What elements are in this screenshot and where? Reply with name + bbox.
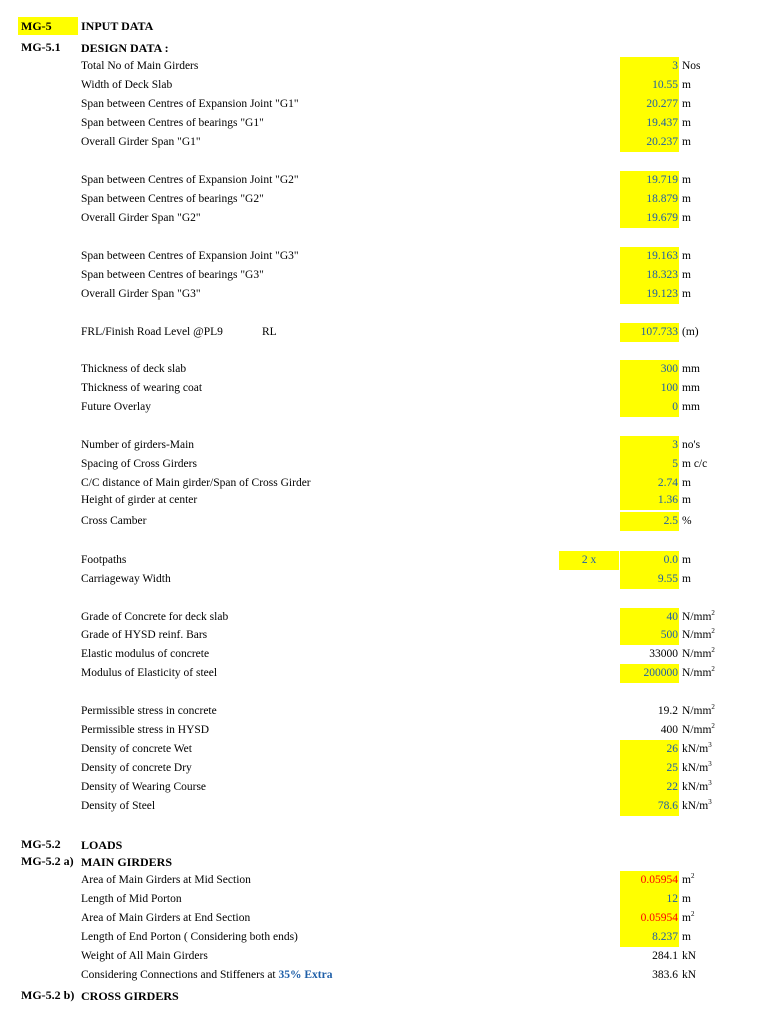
cell-cross-girder-spacing[interactable]: 5: [620, 455, 679, 474]
row-density-wearing-course: [0, 778, 768, 797]
unit-cross-girder-spacing: m c/c: [682, 458, 708, 470]
unit-g2-expansion-joint: m: [682, 174, 691, 186]
cell-slab-thickness[interactable]: 300: [620, 360, 679, 379]
cell-num-girders[interactable]: 3: [620, 436, 679, 455]
unit-g3-expansion-joint: m: [682, 250, 691, 262]
unit-g1-bearings: m: [682, 117, 691, 129]
label-main-girders: Total No of Main Girders: [81, 60, 199, 72]
row-deck-width: [0, 76, 768, 95]
unit-cc-distance: m: [682, 477, 691, 489]
cell-cc-distance[interactable]: 2.74: [620, 474, 679, 493]
row-elastic-modulus-concrete: [0, 645, 768, 664]
label-g2-expansion-joint: Span between Centres of Expansion Joint "G2": [81, 174, 299, 186]
unit-footpaths: m: [682, 554, 691, 566]
cell-g1-overall[interactable]: 20.237: [620, 133, 679, 152]
unit-frl: (m): [682, 326, 699, 338]
label-footpaths: Footpaths: [81, 554, 127, 566]
cell-length-end[interactable]: 8.237: [620, 928, 679, 947]
unit-girder-height: m: [682, 494, 691, 506]
row-cross-girder-spacing: [0, 455, 768, 474]
unit-weight-main-girders: kN: [682, 950, 697, 962]
unit-future-overlay: mm: [682, 401, 700, 413]
row-area-mid: [0, 871, 768, 890]
row-girder-height: [0, 491, 768, 510]
unit-num-girders: no's: [682, 439, 701, 451]
cell-grade-concrete[interactable]: 40: [620, 608, 679, 627]
cell-g1-bearings[interactable]: 19.437: [620, 114, 679, 133]
label-wearing-coat: Thickness of wearing coat: [81, 382, 203, 394]
cell-g1-expansion-joint[interactable]: 20.277: [620, 95, 679, 114]
unit-area-mid: $m^2$: [682, 872, 695, 886]
unit-permissible-concrete: $N/mm^2$: [682, 703, 715, 717]
section-title-design-data: DESIGN DATA :: [81, 41, 169, 55]
cell-g2-expansion-joint[interactable]: 19.719: [620, 171, 679, 190]
unit-density-wet: $kN/m^3$: [682, 741, 712, 755]
row-modulus-steel: [0, 664, 768, 683]
row-density-wet: [0, 740, 768, 759]
row-permissible-hysd: [0, 721, 768, 740]
unit-permissible-hysd: $N/mm^2$: [682, 722, 715, 736]
unit-wearing-coat: mm: [682, 382, 700, 394]
cell-wearing-coat[interactable]: 100: [620, 379, 679, 398]
unit-main-girders: Nos: [682, 60, 701, 72]
label-density-dry: Density of concrete Dry: [81, 762, 192, 774]
label-modulus-steel: Modulus of Elasticity of steel: [81, 667, 218, 679]
section-code-mg52: MG-5.2: [21, 837, 61, 851]
row-g2-bearings: [0, 190, 768, 209]
row-length-end: [0, 928, 768, 947]
row-num-girders: [0, 436, 768, 455]
label-frl: FRL/Finish Road Level @PL9: [81, 326, 223, 338]
cell-g2-bearings[interactable]: 18.879: [620, 190, 679, 209]
row-area-end: [0, 909, 768, 928]
unit-cross-camber: %: [682, 515, 692, 527]
unit-modulus-steel: $N/mm^2$: [682, 665, 715, 679]
row-g2-expansion-joint: [0, 171, 768, 190]
unit-connections: kN: [682, 969, 697, 981]
unit-grade-hysd: $N/mm^2$: [682, 627, 715, 641]
unit-g1-expansion-joint: m: [682, 98, 691, 110]
row-future-overlay: [0, 398, 768, 417]
cell-weight-main-girders[interactable]: 284.1: [652, 950, 678, 962]
section-title-loads: LOADS: [81, 838, 123, 852]
cell-g3-overall[interactable]: 19.123: [620, 285, 679, 304]
label-cc-distance: C/C distance of Main girder/Span of Cross Girder: [81, 477, 311, 489]
cell-girder-height[interactable]: 1.36: [620, 491, 679, 510]
section-code-mg52b: MG-5.2 b): [21, 988, 75, 1002]
cell-deck-width[interactable]: 10.55: [620, 76, 679, 95]
cell-length-mid[interactable]: 12: [620, 890, 679, 909]
cell-g3-bearings[interactable]: 18.323: [620, 266, 679, 285]
row-length-mid: [0, 890, 768, 909]
row-grade-concrete: [0, 608, 768, 627]
cell-area-end[interactable]: 0.05954: [620, 909, 679, 928]
label-g2-bearings: Span between Centres of bearings "G2": [81, 193, 264, 205]
section-code-mg52a: MG-5.2 a): [21, 854, 74, 868]
row-frl: [0, 323, 768, 342]
unit-density-steel: $kN/m^3$: [682, 798, 712, 812]
row-carriageway: [0, 570, 768, 589]
label-grade-hysd: Grade of HYSD reinf. Bars: [81, 629, 208, 641]
unit-length-end: m: [682, 931, 691, 943]
unit-g3-overall: m: [682, 288, 691, 300]
unit-grade-concrete: $N/mm^2$: [682, 609, 715, 623]
label-g3-bearings: Span between Centres of bearings "G3": [81, 269, 264, 281]
row-g2-overall: [0, 209, 768, 228]
unit-carriageway: m: [682, 573, 691, 585]
cell-grade-hysd[interactable]: 500: [620, 626, 679, 645]
label-grade-concrete: Grade of Concrete for deck slab: [81, 611, 229, 623]
label-rl: RL: [262, 326, 277, 338]
cell-density-steel[interactable]: 78.6: [620, 797, 679, 816]
unit-g3-bearings: m: [682, 269, 691, 281]
cell-cross-camber[interactable]: 2.5: [620, 512, 679, 531]
row-footpaths: [0, 551, 768, 570]
label-permissible-hysd: Permissible stress in HYSD: [81, 724, 210, 736]
row-g3-expansion-joint: [0, 247, 768, 266]
label-g1-expansion-joint: Span between Centres of Expansion Joint "G1": [81, 98, 299, 110]
cell-g2-overall[interactable]: 19.679: [620, 209, 679, 228]
row-wearing-coat: [0, 379, 768, 398]
cell-permissible-hysd[interactable]: 400: [660, 724, 678, 736]
row-g1-overall: [0, 133, 768, 152]
label-length-mid: Length of Mid Porton: [81, 893, 182, 905]
cell-frl[interactable]: 107.733: [620, 323, 679, 342]
row-cross-camber: [0, 512, 768, 531]
row-permissible-concrete: [0, 702, 768, 721]
label-connections: Considering Connections and Stiffeners at 35% Extra: [81, 969, 333, 981]
cell-density-wet[interactable]: 26: [620, 740, 679, 759]
label-extra-percent: 35% Extra: [278, 969, 333, 981]
row-weight-main-girders: [0, 947, 768, 966]
label-g3-overall: Overall Girder Span "G3": [81, 288, 201, 300]
cell-elastic-modulus-concrete[interactable]: 33000: [649, 648, 678, 660]
unit-density-dry: $kN/m^3$: [682, 760, 712, 774]
unit-length-mid: m: [682, 893, 691, 905]
unit-elastic-modulus-concrete: $N/mm^2$: [682, 646, 715, 660]
label-elastic-modulus-concrete: Elastic modulus of concrete: [81, 648, 210, 660]
label-g1-bearings: Span between Centres of bearings "G1": [81, 117, 264, 129]
cell-modulus-steel[interactable]: 200000: [620, 664, 679, 683]
label-cross-girder-spacing: Spacing of Cross Girders: [81, 458, 197, 470]
cell-density-dry[interactable]: 25: [620, 759, 679, 778]
unit-deck-width: m: [682, 79, 691, 91]
row-density-steel: [0, 797, 768, 816]
label-density-wearing-course: Density of Wearing Course: [81, 781, 207, 793]
cell-area-mid[interactable]: 0.05954: [620, 871, 679, 890]
row-density-dry: [0, 759, 768, 778]
cell-g3-expansion-joint[interactable]: 19.163: [620, 247, 679, 266]
label-num-girders: Number of girders-Main: [81, 439, 195, 451]
label-permissible-concrete: Permissible stress in concrete: [81, 705, 217, 717]
row-g3-overall: [0, 285, 768, 304]
row-g1-bearings: [0, 114, 768, 133]
label-slab-thickness: Thickness of deck slab: [81, 363, 187, 375]
row-connections: [0, 966, 768, 985]
cell-connections[interactable]: 383.6: [652, 969, 678, 981]
label-g3-expansion-joint: Span between Centres of Expansion Joint "G3": [81, 250, 299, 262]
section-title-main-girders: MAIN GIRDERS: [81, 855, 173, 869]
label-weight-main-girders: Weight of All Main Girders: [81, 950, 208, 962]
unit-g1-overall: m: [682, 136, 691, 148]
label-future-overlay: Future Overlay: [81, 401, 151, 413]
label-area-end: Area of Main Girders at End Section: [81, 912, 251, 924]
cell-carriageway[interactable]: 9.55: [620, 570, 679, 589]
label-g1-overall: Overall Girder Span "G1": [81, 136, 201, 148]
section-title-input-data: INPUT DATA: [81, 19, 154, 33]
unit-g2-overall: m: [682, 212, 691, 224]
row-slab-thickness: [0, 360, 768, 379]
row-main-girders: [0, 57, 768, 76]
label-carriageway: Carriageway Width: [81, 573, 171, 585]
row-g1-expansion-joint: [0, 95, 768, 114]
label-g2-overall: Overall Girder Span "G2": [81, 212, 201, 224]
label-density-wet: Density of concrete Wet: [81, 743, 192, 755]
cell-main-girders[interactable]: 3: [620, 57, 679, 76]
unit-density-wearing-course: $kN/m^3$: [682, 779, 712, 793]
label-cross-camber: Cross Camber: [81, 515, 147, 527]
cell-future-overlay[interactable]: 0: [620, 398, 679, 417]
unit-g2-bearings: m: [682, 193, 691, 205]
label-length-end: Length of End Porton ( Considering both ends): [81, 931, 298, 943]
unit-area-end: $m^2$: [682, 910, 695, 924]
section-code-mg5: MG-5: [18, 17, 78, 35]
unit-slab-thickness: mm: [682, 363, 700, 375]
label-deck-width: Width of Deck Slab: [81, 79, 173, 91]
cell-footpaths-multiplier[interactable]: 2 x: [559, 551, 619, 570]
cell-permissible-concrete[interactable]: 19.2: [657, 705, 678, 717]
label-girder-height: Height of girder at center: [81, 494, 198, 506]
section-code-mg51: MG-5.1: [21, 40, 61, 54]
label-density-steel: Density of Steel: [81, 800, 156, 812]
cell-density-wearing-course[interactable]: 22: [620, 778, 679, 797]
row-grade-hysd: [0, 626, 768, 645]
row-g3-bearings: [0, 266, 768, 285]
cell-footpaths[interactable]: 0.0: [620, 551, 679, 570]
label-area-mid: Area of Main Girders at Mid Section: [81, 874, 251, 886]
section-title-cross-girders: CROSS GIRDERS: [81, 989, 179, 1003]
